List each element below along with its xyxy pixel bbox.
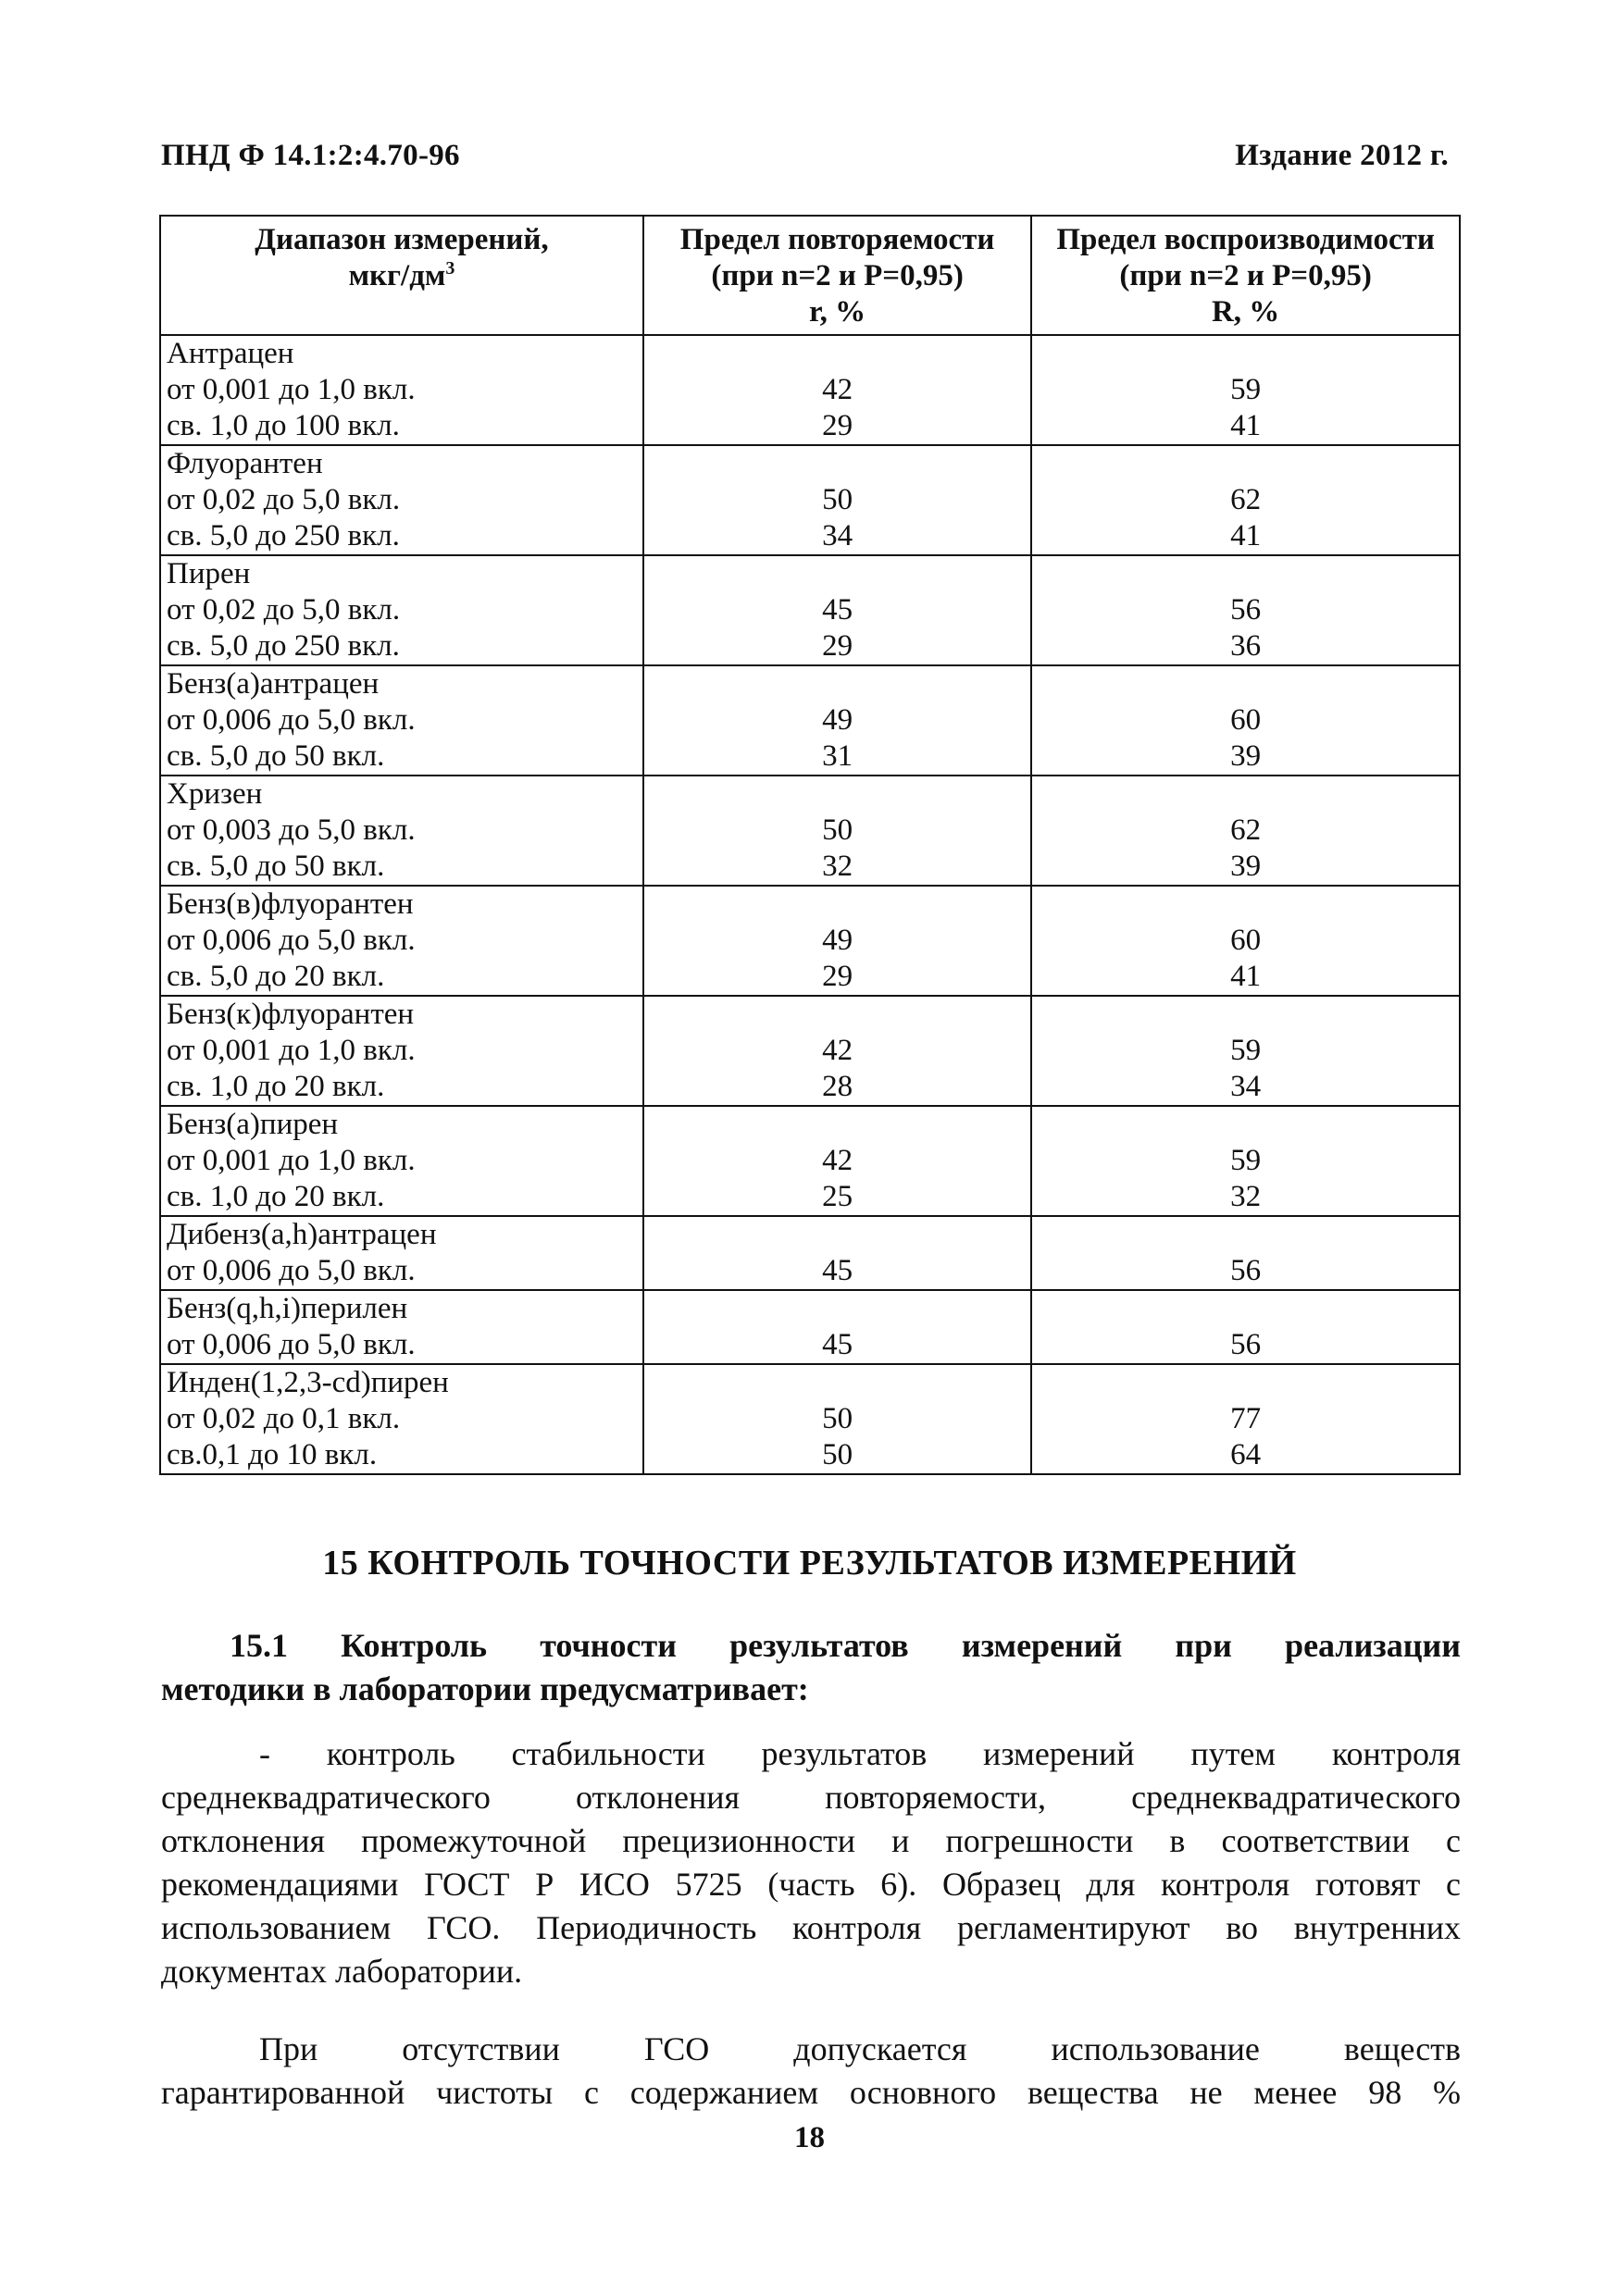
paragraph-line: среднеквадратического отклонения повторяемости, среднеквадратического — [161, 1779, 1461, 1816]
repeatability-value: 28 — [822, 1070, 853, 1103]
paragraph-line: документах лаборатории. — [161, 1953, 523, 1990]
range-value: от 0,006 до 5,0 вкл. — [167, 1328, 416, 1361]
paragraph-line: отклонения промежуточной прецизионности и погрешности в соответствии с — [161, 1822, 1461, 1859]
range-cell — [160, 996, 643, 1106]
reproducibility-value: 36 — [1230, 629, 1262, 663]
edition-label: Издание 2012 г. — [1235, 139, 1449, 172]
reproducibility-value: 32 — [1230, 1180, 1262, 1213]
precision-limits-table — [159, 215, 1461, 1475]
range-cell — [160, 1364, 643, 1474]
header-reproducibility-line3: R, % — [1211, 295, 1280, 329]
range-value: св. 5,0 до 250 вкл. — [167, 519, 400, 552]
range-value: от 0,006 до 5,0 вкл. — [167, 1254, 416, 1287]
repeatability-value: 25 — [822, 1180, 853, 1213]
range-cell — [160, 665, 643, 776]
paragraph-line: - контроль стабильности результатов измерений путем контроля — [259, 1735, 1461, 1772]
substance-name: Пирен — [167, 557, 251, 590]
reproducibility-cell — [1031, 996, 1460, 1106]
range-value: св. 5,0 до 250 вкл. — [167, 629, 400, 663]
reproducibility-cell — [1031, 1290, 1460, 1364]
paragraph-line: 15.1 Контроль точности результатов измерений при реализации — [230, 1627, 1461, 1664]
repeatability-value: 29 — [822, 629, 853, 663]
header-range-unit: мкг/дм — [348, 259, 446, 292]
range-cell — [160, 1216, 643, 1290]
reproducibility-value: 64 — [1230, 1438, 1262, 1471]
reproducibility-value: 60 — [1230, 924, 1262, 957]
table-row — [160, 445, 1460, 555]
header-repeatability-limit — [643, 216, 1031, 335]
header-repeatability-line2: (при n=2 и P=0,95) — [711, 259, 964, 292]
range-value: св. 5,0 до 20 вкл. — [167, 960, 385, 993]
table-row — [160, 1106, 1460, 1216]
substance-name: Антрацен — [167, 337, 294, 370]
range-value: от 0,02 до 5,0 вкл. — [167, 593, 401, 627]
range-cell — [160, 1290, 643, 1364]
substance-name: Бенз(q,h,i)перилен — [167, 1292, 408, 1325]
repeatability-cell — [643, 665, 1031, 776]
repeatability-cell — [643, 1106, 1031, 1216]
reproducibility-cell — [1031, 445, 1460, 555]
reproducibility-value: 41 — [1230, 409, 1262, 442]
repeatability-cell — [643, 886, 1031, 996]
range-value: от 0,02 до 0,1 вкл. — [167, 1402, 401, 1435]
paragraph-line: методики в лаборатории предусматривает: — [161, 1670, 809, 1707]
repeatability-value: 49 — [822, 924, 853, 957]
table-row — [160, 886, 1460, 996]
substance-name: Инден(1,2,3-cd)пирен — [167, 1366, 449, 1399]
reproducibility-value: 39 — [1230, 739, 1262, 773]
section-title: 15 КОНТРОЛЬ ТОЧНОСТИ РЕЗУЛЬТАТОВ ИЗМЕРЕНИЙ — [322, 1544, 1297, 1582]
page-number: 18 — [794, 2121, 825, 2154]
table-row — [160, 335, 1460, 445]
table-row — [160, 1364, 1460, 1474]
repeatability-cell — [643, 335, 1031, 445]
range-value: от 0,001 до 1,0 вкл. — [167, 1034, 416, 1067]
reproducibility-cell — [1031, 665, 1460, 776]
substance-name: Дибенз(a,h)антрацен — [167, 1218, 437, 1251]
header-range-line2 — [165, 258, 639, 294]
repeatability-value: 42 — [822, 373, 853, 406]
substance-name: Флуорантен — [167, 447, 323, 480]
range-value: св. 1,0 до 20 вкл. — [167, 1070, 385, 1103]
repeatability-value: 32 — [822, 850, 853, 883]
repeatability-cell — [643, 996, 1031, 1106]
paragraph-line: гарантированной чистоты с содержанием основного вещества не менее 98 % — [161, 2074, 1461, 2111]
range-cell — [160, 886, 643, 996]
reproducibility-value: 41 — [1230, 960, 1262, 993]
repeatability-value: 50 — [822, 1438, 853, 1471]
repeatability-cell — [643, 1216, 1031, 1290]
reproducibility-cell — [1031, 1106, 1460, 1216]
repeatability-cell — [643, 445, 1031, 555]
reproducibility-value: 62 — [1230, 483, 1262, 516]
paragraph-line: использованием ГСО. Периодичность контроля регламентируют во внутренних — [161, 1909, 1461, 1946]
range-value: от 0,003 до 5,0 вкл. — [167, 813, 416, 847]
substance-name: Бенз(а)антрацен — [167, 667, 380, 701]
reproducibility-cell — [1031, 1216, 1460, 1290]
paragraph-line: рекомендациями ГОСТ Р ИСО 5725 (часть 6). Образец для контроля готовят с — [161, 1866, 1461, 1903]
range-value: от 0,006 до 5,0 вкл. — [167, 703, 416, 737]
range-value: от 0,006 до 5,0 вкл. — [167, 924, 416, 957]
reproducibility-value: 60 — [1230, 703, 1262, 737]
reproducibility-value: 34 — [1230, 1070, 1262, 1103]
table-header-row — [160, 216, 1460, 335]
header-range-line1: Диапазон измерений, — [255, 223, 549, 256]
range-value: св.0,1 до 10 вкл. — [167, 1438, 378, 1471]
range-value: св. 5,0 до 50 вкл. — [167, 739, 385, 773]
repeatability-value: 45 — [822, 1254, 853, 1287]
range-cell — [160, 555, 643, 665]
repeatability-cell — [643, 1364, 1031, 1474]
repeatability-value: 45 — [822, 593, 853, 627]
reproducibility-value: 59 — [1230, 373, 1262, 406]
reproducibility-value: 62 — [1230, 813, 1262, 847]
header-measurement-range — [160, 216, 643, 335]
repeatability-value: 31 — [822, 739, 853, 773]
header-reproducibility-line1: Предел воспроизводимости — [1056, 223, 1435, 256]
repeatability-value: 29 — [822, 960, 853, 993]
reproducibility-value: 56 — [1230, 1328, 1262, 1361]
range-cell — [160, 335, 643, 445]
table-row — [160, 1216, 1460, 1290]
header-repeatability-line1: Предел повторяемости — [679, 223, 995, 256]
reproducibility-value: 41 — [1230, 519, 1262, 552]
range-value: св. 1,0 до 20 вкл. — [167, 1180, 385, 1213]
range-cell — [160, 1106, 643, 1216]
reproducibility-value: 59 — [1230, 1034, 1262, 1067]
header-reproducibility-line2: (при n=2 и P=0,95) — [1119, 259, 1372, 292]
reproducibility-cell — [1031, 776, 1460, 886]
range-value: от 0,001 до 1,0 вкл. — [167, 1144, 416, 1177]
table-row — [160, 776, 1460, 886]
reproducibility-value: 59 — [1230, 1144, 1262, 1177]
header-reproducibility-limit — [1031, 216, 1460, 335]
table-row — [160, 665, 1460, 776]
paragraph-line: При отсутствии ГСО допускается использование веществ — [259, 2030, 1461, 2067]
repeatability-value: 29 — [822, 409, 853, 442]
document-code: ПНД Ф 14.1:2:4.70-96 — [161, 139, 460, 172]
repeatability-value: 50 — [822, 483, 853, 516]
reproducibility-value: 77 — [1230, 1402, 1262, 1435]
reproducibility-value: 56 — [1230, 1254, 1262, 1287]
table-row — [160, 1290, 1460, 1364]
substance-name: Бенз(к)флуорантен — [167, 998, 415, 1031]
range-value: св. 5,0 до 50 вкл. — [167, 850, 385, 883]
reproducibility-value: 56 — [1230, 593, 1262, 627]
repeatability-value: 42 — [822, 1144, 853, 1177]
range-cell — [160, 776, 643, 886]
repeatability-value: 42 — [822, 1034, 853, 1067]
substance-name: Бенз(а)пирен — [167, 1108, 339, 1141]
repeatability-value: 45 — [822, 1328, 853, 1361]
header-repeatability-line3: r, % — [809, 295, 866, 329]
repeatability-cell — [643, 1290, 1031, 1364]
range-value: от 0,001 до 1,0 вкл. — [167, 373, 416, 406]
repeatability-value: 49 — [822, 703, 853, 737]
range-cell — [160, 445, 643, 555]
repeatability-value: 50 — [822, 1402, 853, 1435]
reproducibility-cell — [1031, 1364, 1460, 1474]
header-range-unit-exponent: 3 — [445, 258, 455, 279]
table-row — [160, 996, 1460, 1106]
repeatability-cell — [643, 776, 1031, 886]
repeatability-value: 50 — [822, 813, 853, 847]
repeatability-value: 34 — [822, 519, 853, 552]
paragraph-no-gso — [161, 2028, 1461, 2115]
table-row — [160, 555, 1460, 665]
repeatability-cell — [643, 555, 1031, 665]
reproducibility-value: 39 — [1230, 850, 1262, 883]
paragraph-15-1 — [161, 1624, 1461, 1711]
substance-name: Хризен — [167, 777, 263, 811]
reproducibility-cell — [1031, 555, 1460, 665]
reproducibility-cell — [1031, 886, 1460, 996]
paragraph-stability-control — [161, 1732, 1461, 1993]
substance-name: Бенз(в)флуорантен — [167, 887, 414, 921]
range-value: от 0,02 до 5,0 вкл. — [167, 483, 401, 516]
reproducibility-cell — [1031, 335, 1460, 445]
range-value: св. 1,0 до 100 вкл. — [167, 409, 400, 442]
